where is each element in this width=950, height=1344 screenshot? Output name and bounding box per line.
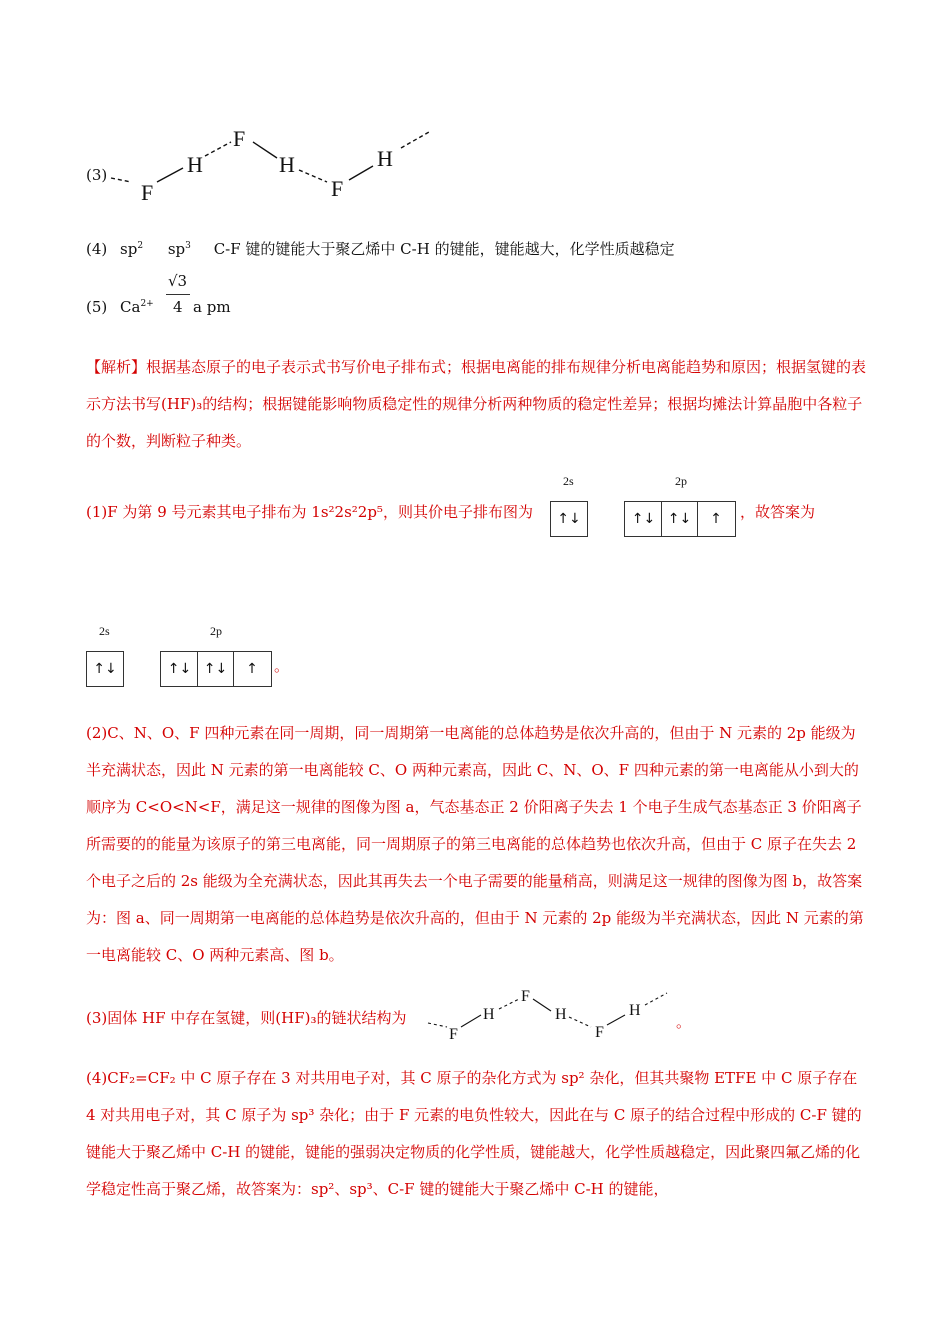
orbital-box-2p <box>160 651 272 687</box>
electron-single: ↑ <box>246 661 258 677</box>
electron-pair: ↑↓ <box>662 502 698 536</box>
hbond-dash <box>111 178 131 182</box>
atom-f: F <box>331 176 344 201</box>
sqrt-numerator: √3 <box>168 272 188 290</box>
hbond-dash <box>645 993 667 1005</box>
sp3-base: sp <box>167 240 186 258</box>
answer-5-label: (5) <box>86 298 108 316</box>
atom-f: F <box>233 126 246 151</box>
answer-4-label: (4) <box>86 240 108 258</box>
atom-h: H <box>377 146 393 171</box>
analysis-p1-after: ，故答案为 <box>740 503 816 521</box>
orbital-box-2s <box>550 501 588 537</box>
atom-h: H <box>555 1006 567 1023</box>
hbond-dash <box>569 1017 591 1027</box>
orbital-label-2s: 2s <box>563 474 574 488</box>
electron-pair: ↑↓ <box>162 652 198 686</box>
sp2-sup: 2 <box>137 241 144 251</box>
electron-pair: ↑↓ <box>93 661 117 677</box>
hf-chain-diagram <box>105 120 445 215</box>
analysis-p1-end: 。 <box>274 657 290 675</box>
sp2-base: sp <box>120 240 138 258</box>
atom-f: F <box>449 1026 458 1043</box>
covalent-bond <box>157 168 183 182</box>
orbital-box-2p <box>624 501 736 537</box>
answer-4-text: C-F 键的键能大于聚乙烯中 C-H 的键能，键能越大，化学性质越稳定 <box>213 240 675 258</box>
covalent-bond <box>533 999 551 1011</box>
hbond-dash <box>299 170 327 182</box>
analysis-intro: 【解析】根据基态原子的电子表示式书写价电子排布式；根据电离能的排布规律分析电离能趋势和原因；根据氢键的表示方法书写(HF)₃的结构；根据键能影响物质稳定性的规律分析两种物质的稳定性差异；根据均摊法计算晶胞中各粒子的个数，判断粒子种类。 <box>86 358 867 450</box>
covalent-bond <box>607 1015 625 1025</box>
ion-sup: 2+ <box>140 299 154 309</box>
analysis-p3-end: 。 <box>676 1013 692 1031</box>
hbond-dash <box>428 1023 447 1027</box>
atom-h: H <box>629 1002 641 1019</box>
covalent-bond <box>349 166 373 180</box>
atom-f: F <box>595 1024 604 1041</box>
orbital-box-2s <box>86 651 124 687</box>
analysis-p4: (4)CF₂=CF₂ 中 C 原子存在 3 对共用电子对，其 C 原子的杂化方式为 sp² 杂化，但其共聚物 ETFE 中 C 原子存在 4 对共用电子对，其 C 原子为 sp³ 杂化；由于 F 元素的电负性较大，因此在与 C 原子的结合过程中形成的 C-F 键的键能大于聚乙烯中 C-H 的键能，键能的强弱决定物质的化学性质，键能越大，化学性质越稳定，因此聚四氟乙烯的化学稳定性高于聚乙烯，故答案为：sp²、sp³、C-F 键的键能大于聚乙烯中 C-H 的键能， <box>86 1069 862 1198</box>
sp3-sup: 3 <box>185 241 191 251</box>
electron-pair: ↑↓ <box>557 511 581 527</box>
covalent-bond <box>253 142 277 158</box>
orbital-label-2p: 2p <box>675 474 687 488</box>
ion-base: Ca <box>120 298 141 316</box>
answer-3-label: (3) <box>86 166 108 184</box>
atom-h: H <box>187 152 203 177</box>
electron-single: ↑ <box>710 511 722 527</box>
answer-5 <box>86 298 154 316</box>
fraction-bar <box>166 294 190 295</box>
atom-f: F <box>521 988 530 1005</box>
covalent-bond <box>461 1015 481 1027</box>
analysis-p3-before: (3)固体 HF 中存在氢键，则(HF)₃的链状结构为 <box>86 1009 407 1027</box>
orbital-label-2s: 2s <box>99 624 110 638</box>
fraction-denominator: 4 <box>173 298 183 316</box>
hf-chain-diagram-small <box>425 985 675 1045</box>
atom-h: H <box>279 152 295 177</box>
electron-pair: ↑↓ <box>198 652 234 686</box>
atom-f: F <box>141 180 154 205</box>
atom-h: H <box>483 1006 495 1023</box>
analysis-p1-before: (1)F 为第 9 号元素其电子排布为 1s²2s²2p⁵，则其价电子排布图为 <box>86 503 533 521</box>
analysis-p2: (2)C、N、O、F 四种元素在同一周期，同一周期第一电离能的总体趋势是依次升高的，但由于 N 元素的 2p 能级为半充满状态，因此 N 元素的第一电离能较 C、O 两种元素高，因此 C、N、O、F 四种元素的第一电离能从小到大的顺序为 C<O<N<F，满足这一规律的图像为图 a，气态基态正 2 价阳离子失去 1 个电子生成气态基态正 3 价阳离子所需要的的能量为该原子的第三电离能，同一周期原子的第三电离能的总体趋势也依次升高，但由于 C 原子在失去 2 个电子之后的 2s 能级为全充满状态，因此其再失去一个电子需要的能量稍高，则满足这一规律的图像为图 b，故答案为：图 a、同一周期第一电离能的总体趋势是依次升高的，但由于 N 元素的 2p 能级为半充满状态，因此 N 元素的第一电离能较 C、O 两种元素高、图 b。 <box>86 724 864 964</box>
electron-pair: ↑↓ <box>626 502 662 536</box>
answer-4 <box>86 238 675 259</box>
hbond-dash <box>205 142 231 156</box>
unit-text: a pm <box>193 298 231 316</box>
orbital-label-2p: 2p <box>210 624 222 638</box>
hbond-dash <box>499 999 519 1009</box>
hbond-dash <box>401 132 429 148</box>
